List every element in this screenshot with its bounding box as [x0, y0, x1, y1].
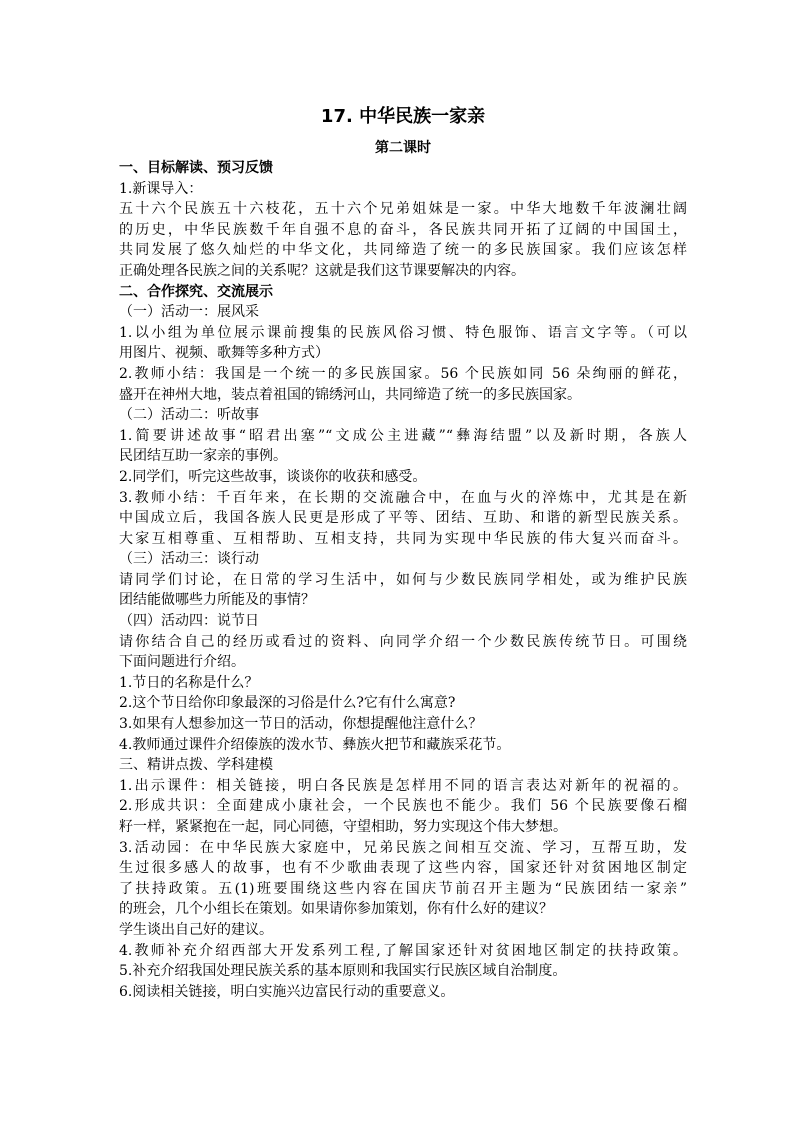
- text-line: 用图片、视频、歌舞等多种方式）: [119, 345, 329, 362]
- text-line: 学生谈出自己好的建议。: [119, 921, 273, 938]
- text-line: 籽一样，紧紧抱在一起，同心同德，守望相助，努力实现这个伟大梦想。: [119, 819, 567, 835]
- page-subtitle: 第二课时: [375, 140, 431, 156]
- text-line: （二）活动二：听故事: [119, 407, 259, 424]
- text-line: 下面问题进行介绍。: [119, 654, 245, 671]
- text-line: 共同发展了悠久灿烂的中华文化，共同缔造了统一的多民族国家。我们应该怎样: [119, 242, 687, 259]
- text-line: （一）活动一：展风采: [119, 304, 259, 321]
- text-line: 1.节日的名称是什么？: [119, 674, 259, 691]
- page-title: 17. 中华民族一家亲: [320, 106, 486, 127]
- text-line: 1.简要讲述故事“昭君出塞”“文成公主进藏”“彝海结盟”以及新时期，各族人: [119, 427, 687, 444]
- document-body: [119, 158, 687, 1002]
- text-line: 五十六个民族五十六枝花，五十六个兄弟姐妹是一家。中华大地数千年波澜壮阔: [119, 201, 687, 218]
- section-heading: 二、合作探究、交流展示: [119, 283, 273, 300]
- text-line: 的历史，中华民族数千年自强不息的奋斗，各民族共同开拓了辽阔的中国国土，: [119, 221, 687, 238]
- section-heading: 一、目标解读、预习反馈: [119, 160, 273, 176]
- text-line: 3.活动园：在中华民族大家庭中，兄弟民族之间相互交流、学习，互帮互助，发: [119, 839, 687, 856]
- text-line: 了扶持政策。五(1)班要围绕这些内容在国庆节前召开主题为“民族团结一家亲”: [119, 880, 687, 897]
- text-line: 4.教师补充介绍西部大开发系列工程,了解国家还针对贫困地区制定的扶持政策。: [119, 942, 687, 959]
- text-line: 2.教师小结：我国是一个统一的多民族国家。56 个民族如同 56 朵绚丽的鲜花，: [119, 365, 687, 382]
- text-line: 6.阅读相关链接，明白实施兴边富民行动的重要意义。: [119, 983, 455, 1000]
- text-line: 大家互相尊重、互相帮助、互相支持，共同为实现中华民族的伟大复兴而奋斗。: [119, 530, 687, 547]
- text-line: （三）活动三：谈行动: [119, 551, 259, 568]
- text-line: 盛开在神州大地，装点着祖国的锦绣河山，共同缔造了统一的多民族国家。: [119, 386, 581, 403]
- text-line: 1.新课导入：: [119, 180, 203, 197]
- text-line: 3.如果有人想参加这一节日的活动，你想提醒他注意什么？: [119, 716, 483, 733]
- text-line: 1.出示课件：相关链接，明白各民族是怎样用不同的语言表达对新年的祝福的。: [119, 777, 687, 794]
- text-line: 1.以小组为单位展示课前搜集的民族风俗习惯、特色服饰、语言文字等。（可以: [119, 324, 687, 341]
- text-line: 生过很多感人的故事，也有不少歌曲表现了这些内容，国家还针对贫困地区制定: [119, 860, 687, 877]
- text-line: 4.教师通过课件介绍傣族的泼水节、彝族火把节和藏族采花节。: [119, 736, 511, 753]
- text-line: 中国成立后，我国各族人民更是形成了平等、团结、互助、和谐的新型民族关系。: [119, 510, 687, 527]
- text-line: 2.这个节日给你印象最深的习俗是什么?它有什么寓意?: [119, 695, 456, 712]
- text-line: 团结能做哪些力所能及的事情？: [119, 592, 315, 609]
- text-line: 5.补充介绍我国处理民族关系的基本原则和我国实行民族区域自治制度。: [119, 963, 567, 980]
- text-line: （四）活动四：说节日: [119, 613, 259, 630]
- document-content: [119, 104, 687, 1002]
- text-line: 民团结互助一家亲的事例。: [119, 448, 287, 465]
- text-line: 的班会，几个小组长在策划。如果请你参加策划，你有什么好的建议？: [119, 901, 553, 918]
- text-line: 3.教师小结：千百年来，在长期的交流融合中，在血与火的淬炼中，尤其是在新: [119, 489, 687, 506]
- text-line: 2.形成共识：全面建成小康社会，一个民族也不能少。我们 56 个民族要像石榴: [119, 798, 687, 815]
- text-line: 请你结合自己的经历或看过的资料、向同学介绍一个少数民族传统节日。可围绕: [119, 633, 687, 650]
- text-line: 正确处理各民族之间的关系呢？这就是我们这节课要解决的内容。: [119, 262, 525, 279]
- text-line: 请同学们讨论，在日常的学习生活中，如何与少数民族同学相处，或为维护民族: [119, 571, 687, 588]
- text-line: 2.同学们，听完这些故事，谈谈你的收获和感受。: [119, 468, 427, 485]
- text-line: 三、精讲点拨、学科建模: [119, 757, 273, 774]
